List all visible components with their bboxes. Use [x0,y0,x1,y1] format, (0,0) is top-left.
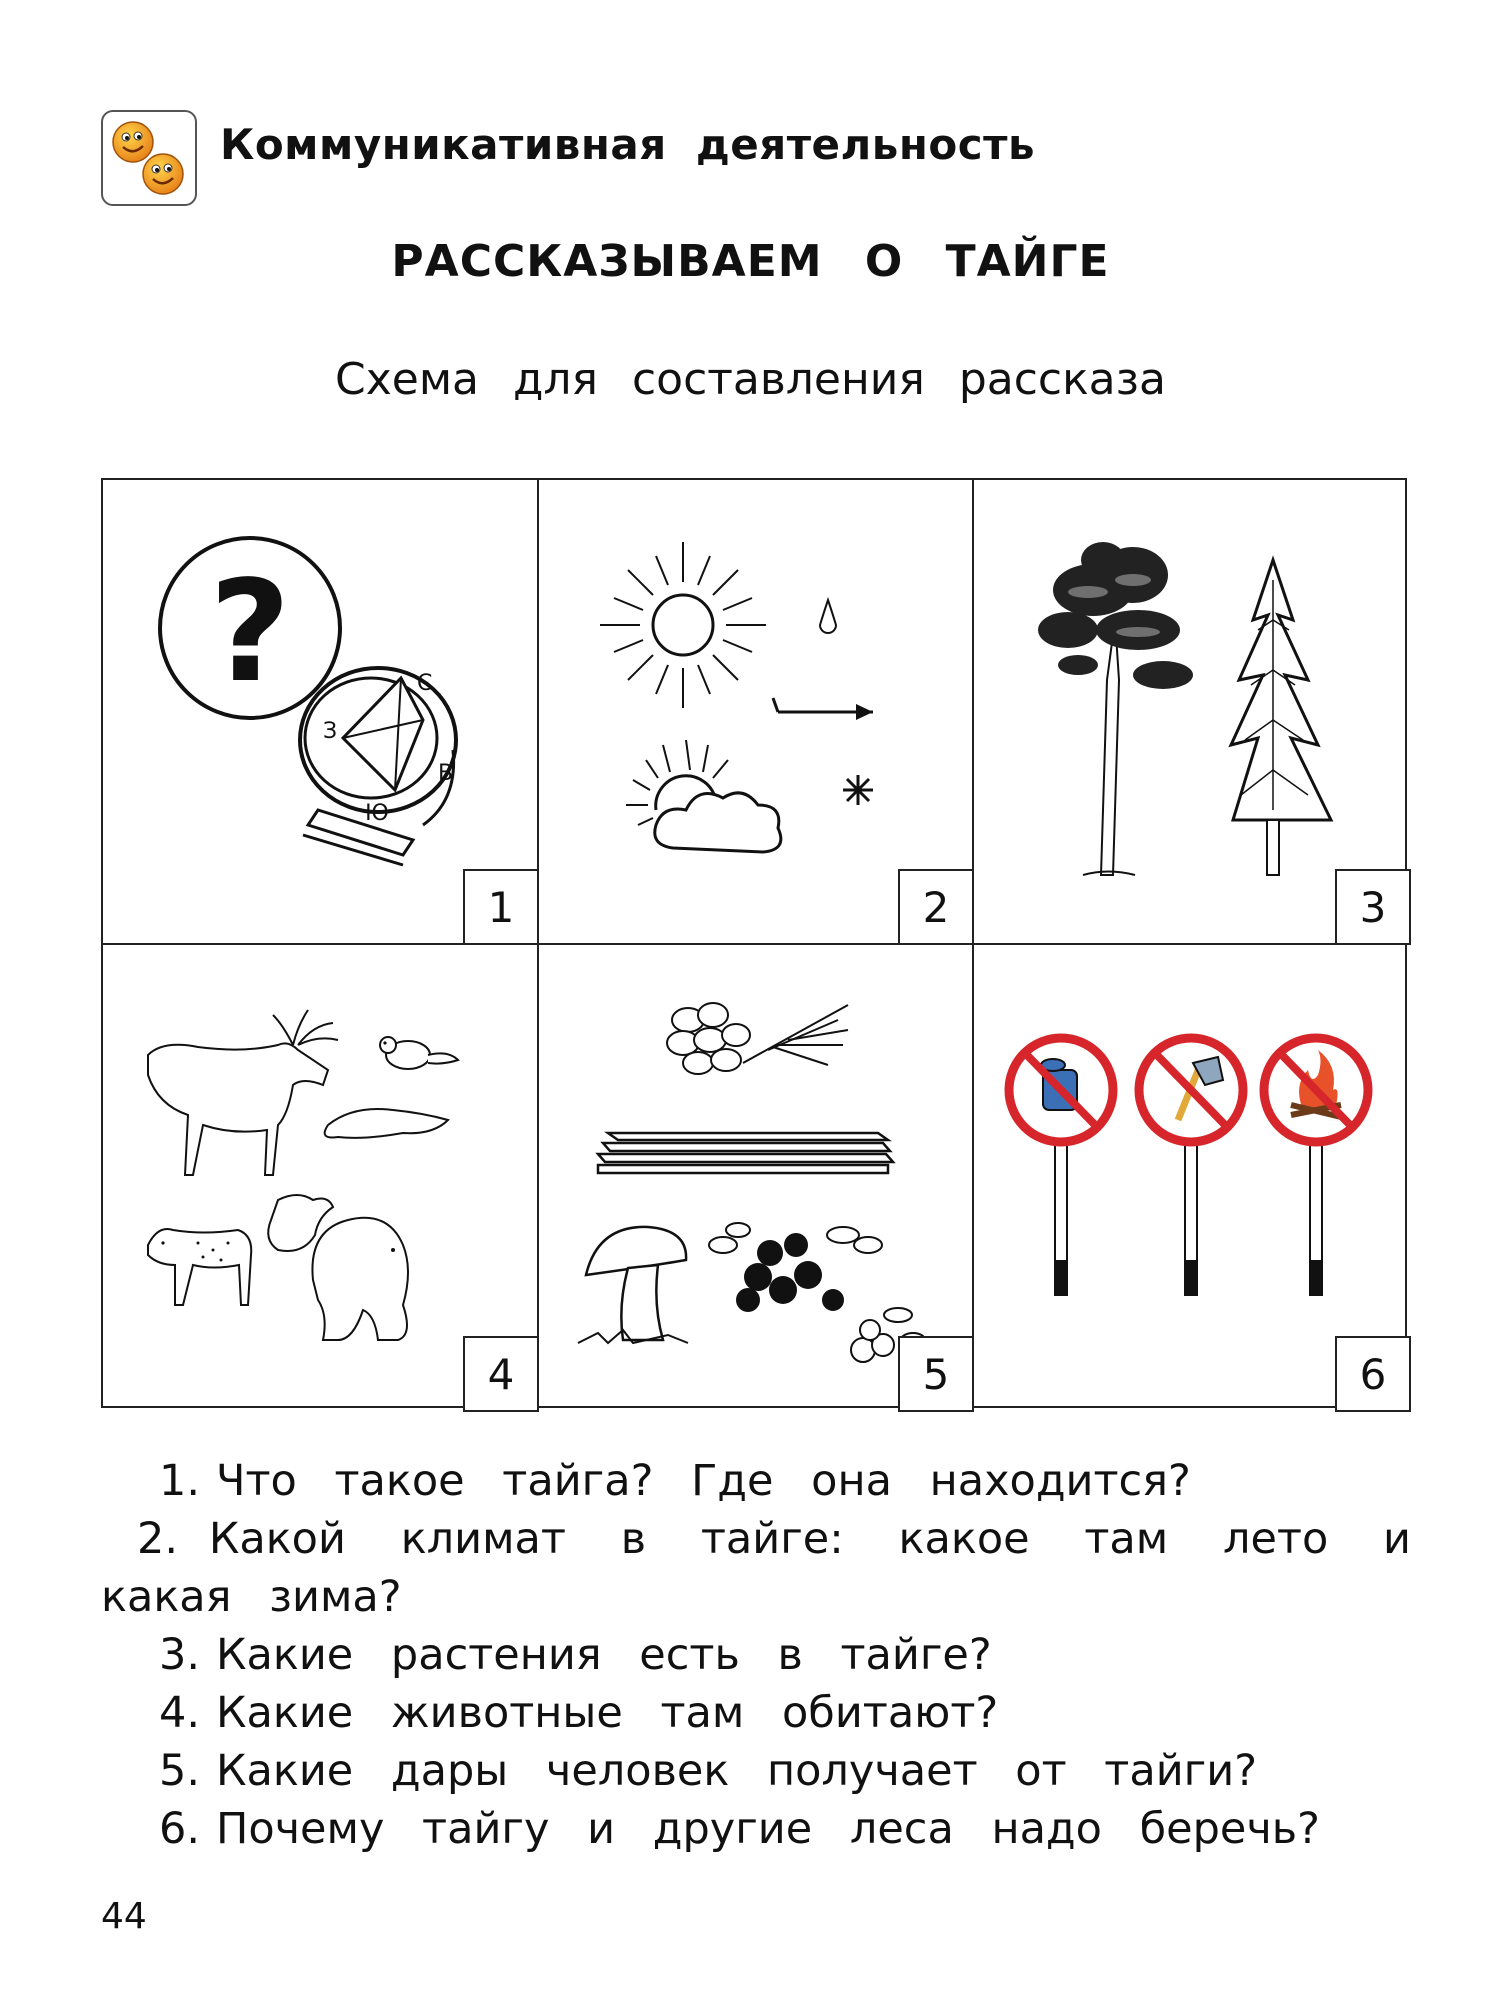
card-3 [973,480,1409,945]
card-number: 4 [463,1336,539,1412]
card-1 [103,480,539,945]
subtitle: Схема для составления рассказа [335,354,1166,405]
compass-letter-w: З [323,719,338,744]
question-item: 4. Какие животные там обитают? [158,1688,999,1738]
no-fire-sign-icon [1264,1038,1368,1295]
question-list [101,1452,1411,1858]
question-item: 3. Какие растения есть в тайге? [158,1630,992,1680]
compass-letter-e: В [438,761,454,786]
card-4 [103,945,539,1410]
story-scheme-grid [101,478,1407,1408]
card-5 [538,945,974,1410]
no-littering-sign-icon [1009,1038,1113,1295]
card-number: 5 [898,1336,974,1412]
page-number: 44 [101,1896,147,1937]
compass-letter-n: С [417,671,433,696]
card-number: 3 [1335,869,1411,945]
card-number: 1 [463,869,539,945]
no-axe-sign-icon [1139,1038,1243,1295]
smiley-faces-icon [101,110,197,206]
card-number: 2 [898,869,974,945]
card-6 [973,945,1409,1410]
section-title: Коммуникативная деятельность [220,120,1036,169]
card-number: 6 [1335,1336,1411,1412]
card-2 [538,480,974,945]
question-item: 1. Что такое тайга? Где она находится? [158,1456,1191,1506]
svg-text:?: ? [209,551,291,714]
question-item: 6. Почему тайгу и другие леса надо беречь? [158,1804,1320,1854]
question-item: 2. Какой климат в тайге: какое там лето и какая зима? [101,1514,1412,1622]
question-item: 5. Какие дары человек получает от тайги? [158,1746,1258,1796]
compass-letter-s: Ю [365,801,389,826]
page-title: РАССКАЗЫВАЕМ О ТАЙГЕ [391,236,1110,287]
